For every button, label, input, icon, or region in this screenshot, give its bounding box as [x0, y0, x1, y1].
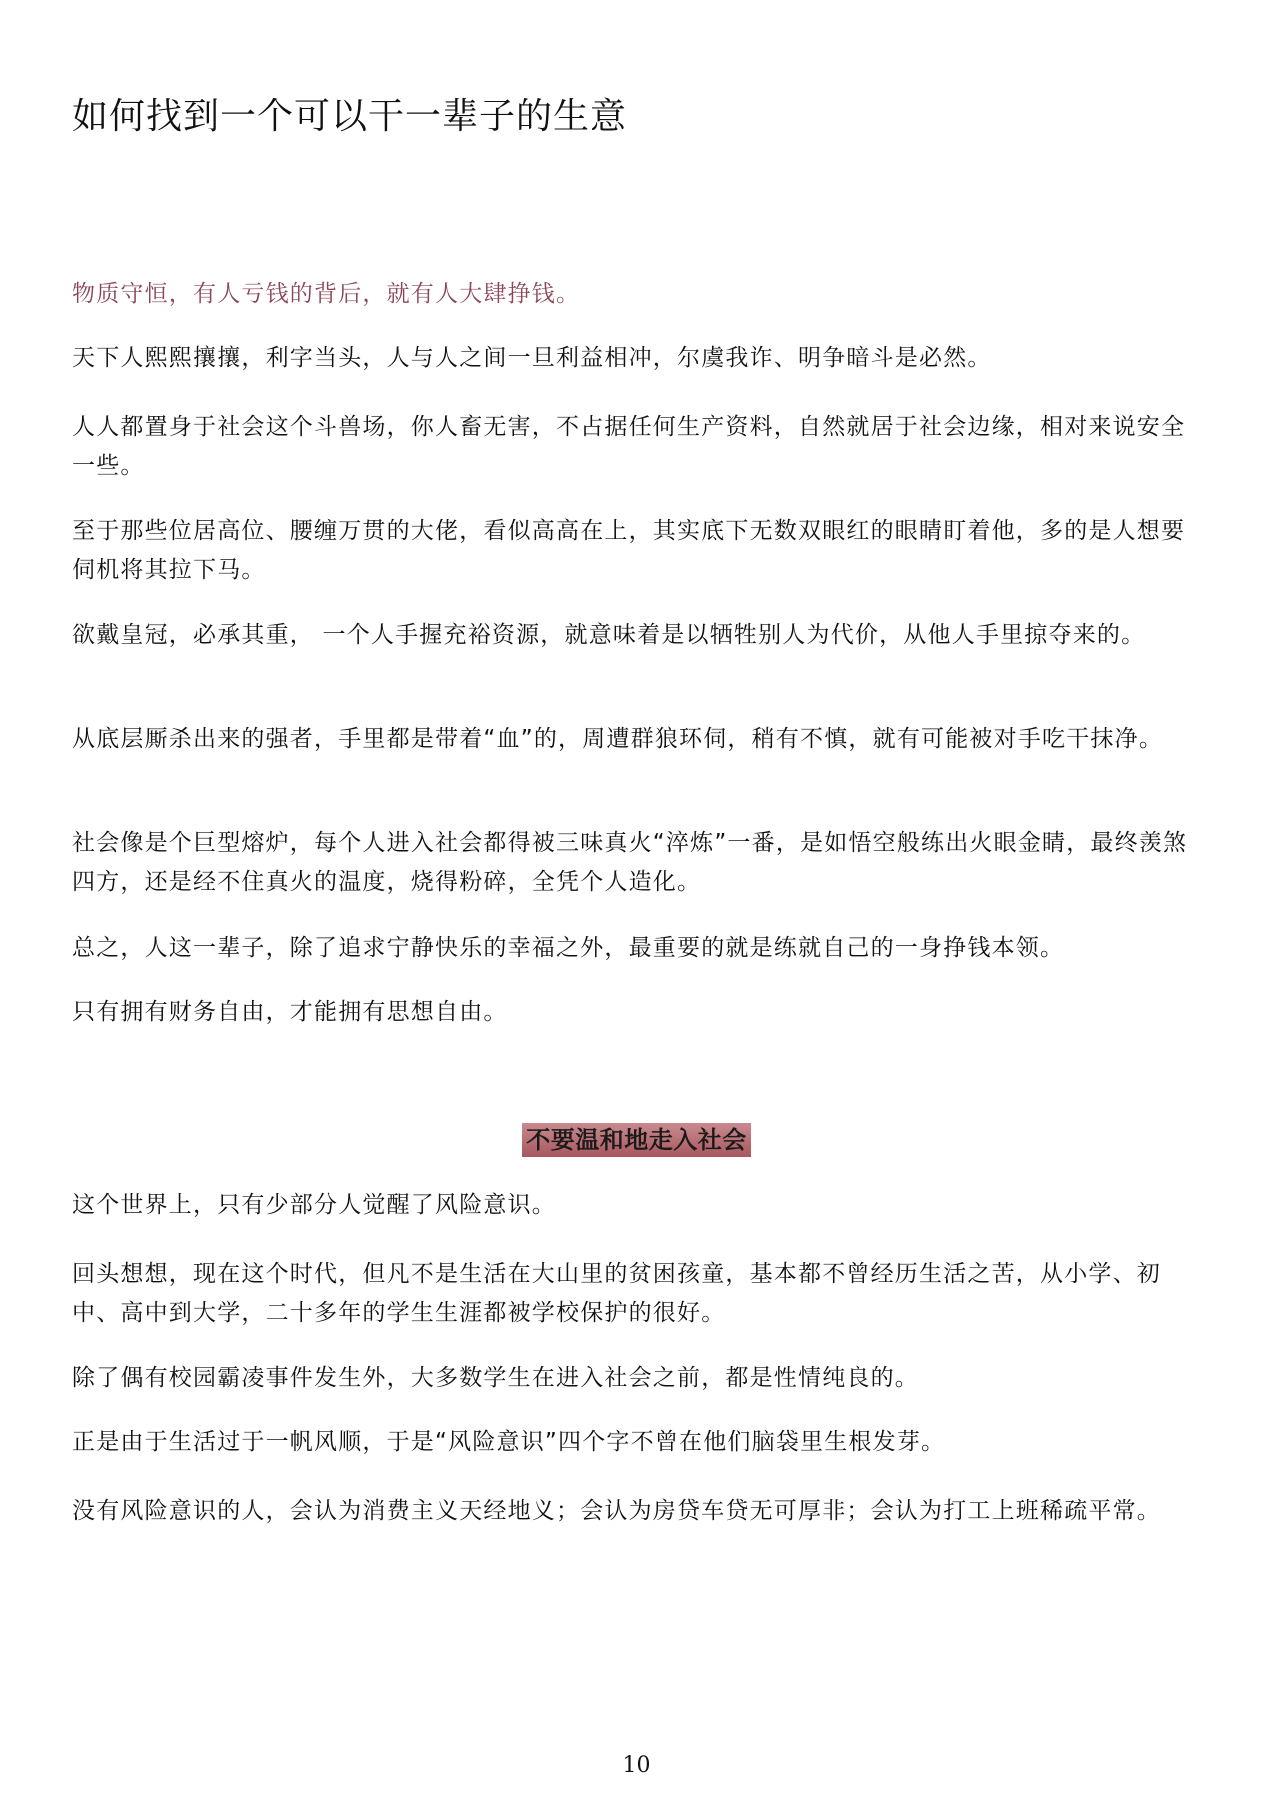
section-paragraph-2: 回头想想，现在这个时代，但凡不是生活在大山里的贫困孩童，基本都不曾经历生活之苦，从小学、初中、高中到大学，二十多年的学生生涯都被学校保护的很好。: [72, 1261, 1161, 1326]
section-heading-text: 不要温和地走入社会: [522, 1123, 751, 1157]
paragraph-8: 总之，人这一辈子，除了追求宁静快乐的幸福之外，最重要的就是练就自己的一身挣钱本领。: [72, 935, 1065, 961]
paragraph-4: 至于那些位居高位、腰缠万贯的大佬，看似高高在上，其实底下无数双眼红的眼睛盯着他，多的是人想要伺机将其拉下马。: [72, 518, 1186, 583]
paragraph-5: 欲戴皇冠，必承其重， 一个人手握充裕资源，就意味着是以牺牲别人为代价，从他人手里掠夺来的。: [72, 622, 1146, 648]
paragraph-2: 天下人熙熙攘攘，利字当头，人与人之间一旦利益相冲，尔虞我诈、明争暗斗是必然。: [72, 345, 992, 371]
page-title: 如何找到一个可以干一辈子的生意: [72, 96, 628, 137]
paragraph-3: 人人都置身于社会这个斗兽场，你人畜无害，不占据任何生产资料，自然就居于社会边缘，相对来说安全一些。: [72, 414, 1186, 479]
paragraph-6: 从底层厮杀出来的强者，手里都是带着“血”的，周遭群狼环伺，稍有不慎，就有可能被对手吃干抹净。: [72, 726, 1164, 752]
section-paragraph-3: 除了偶有校园霸凌事件发生外，大多数学生在进入社会之前，都是性情纯良的。: [72, 1365, 919, 1391]
paragraph-7: 社会像是个巨型熔炉，每个人进入社会都得被三味真火“淬炼”一番，是如悟空般练出火眼金睛，最终羡煞四方，还是经不住真火的温度，烧得粉碎，全凭个人造化。: [72, 830, 1188, 895]
section-paragraph-5: 没有风险意识的人，会认为消费主义天经地义；会认为房贷车贷无可厚非；会认为打工上班稀疏平常。: [72, 1498, 1161, 1524]
paragraph-1: 物质守恒，有人亏钱的背后，就有人大肆挣钱。: [72, 281, 581, 307]
page-number: 10: [622, 1753, 651, 1778]
paragraph-9: 只有拥有财务自由，才能拥有思想自由。: [72, 999, 508, 1025]
section-heading: [0, 1123, 1273, 1157]
section-paragraph-4: 正是由于生活过于一帆风顺，于是“风险意识”四个字不曾在他们脑袋里生根发芽。: [72, 1429, 946, 1455]
section-paragraph-1: 这个世界上，只有少部分人觉醒了风险意识。: [72, 1192, 556, 1218]
